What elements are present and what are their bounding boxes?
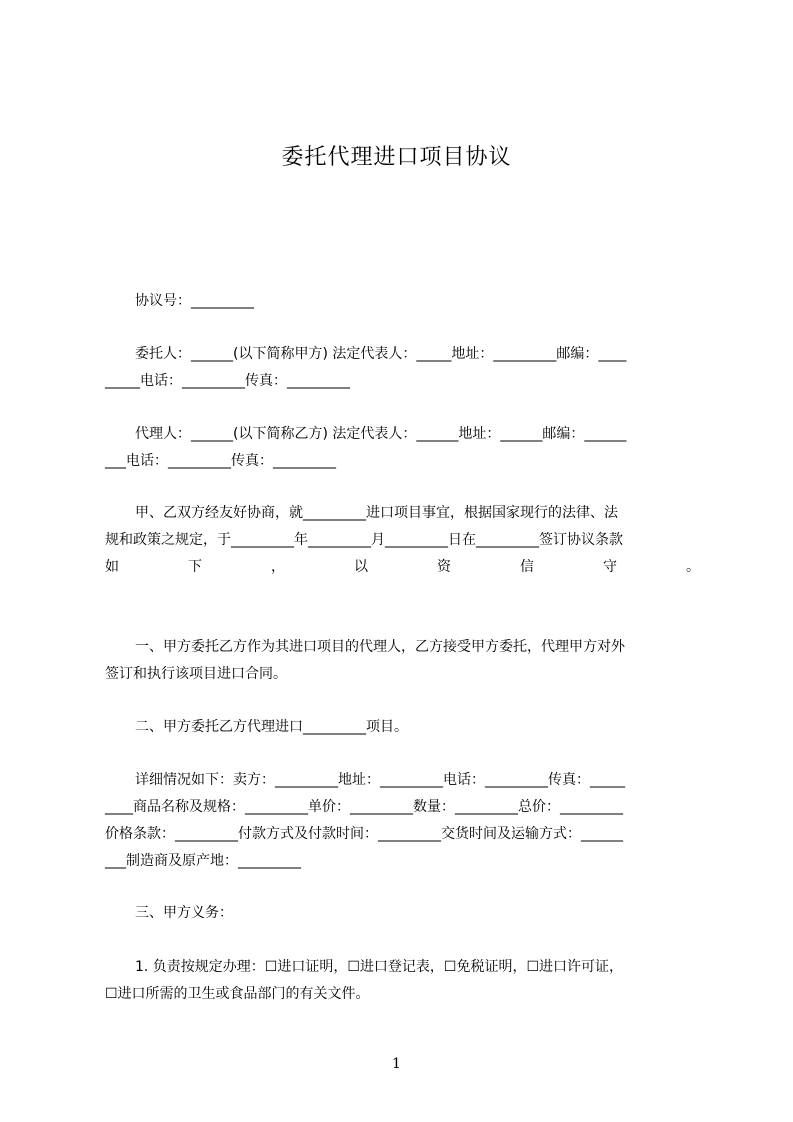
- clause-1-line-2: 签订和执行该项目进口合同。: [105, 666, 287, 682]
- clause-3: [105, 900, 700, 927]
- details-line-2: ____商品名称及规格：_________单价：_________数量：_________总价：_________: [105, 799, 623, 815]
- preamble-char: 资: [437, 559, 451, 575]
- preamble-char: 信: [520, 559, 534, 575]
- preamble-char: 以: [354, 559, 368, 575]
- clause-1: [105, 634, 700, 688]
- preamble-char: 如: [105, 559, 119, 575]
- agreement-number: [105, 288, 700, 315]
- preamble-char: ，: [271, 559, 285, 575]
- item-1-line-2: ☐进口所需的卫生或食品部门的有关文件。: [105, 986, 370, 1002]
- preamble-line-1: 甲、乙双方经友好协商，就_________进口项目事宜，根据国家现行的法律、法: [135, 505, 618, 521]
- client-line-1: 委托人：______(以下简称甲方) 法定代表人：_____地址：_________邮编：____: [135, 346, 627, 362]
- item-1-line-1: 1. 负责按规定办理：☐进口证明，☐进口登记表，☐免税证明，☐进口许可证，: [135, 959, 624, 975]
- preamble-line-2: 规和政策之规定，于_________年_________月_________日在_________签订协议条款: [105, 532, 623, 548]
- agreement-number-line: 协议号：_________: [135, 293, 254, 309]
- agent-line-2: ___电话：_________传真：_________: [105, 453, 336, 469]
- details-paragraph: [105, 767, 700, 875]
- page-number: 1: [392, 1056, 401, 1072]
- details-line-3: 价格条款：_________付款方式及付款时间：_________交货时间及运输方式：______: [105, 826, 623, 842]
- document-title: 委托代理进口项目协议: [281, 145, 512, 170]
- clause-1-line-1: 一、甲方委托乙方作为其进口项目的代理人，乙方接受甲方委托，代理甲方对外: [135, 639, 625, 655]
- clause-3-line: 三、甲方义务：: [135, 905, 233, 921]
- item-1: [105, 954, 700, 1008]
- agent-line-1: 代理人：______(以下简称乙方) 法定代表人：______地址：______邮编：______: [135, 426, 627, 442]
- preamble-char: 。: [686, 559, 700, 575]
- preamble-char: 守: [603, 559, 617, 575]
- clause-2: [105, 714, 700, 741]
- client-paragraph: [105, 341, 700, 395]
- preamble-char: 下: [188, 559, 202, 575]
- client-line-2: _____电话：_________传真：_________: [105, 373, 350, 389]
- details-line-1: 详细情况如下：卖方：_________地址：_________电话：_________传真：_____: [135, 772, 625, 788]
- preamble-line-3: [105, 554, 700, 581]
- agent-paragraph: [105, 421, 700, 475]
- details-line-4: ___制造商及原产地：_________: [105, 853, 301, 869]
- preamble-paragraph: [105, 500, 700, 581]
- clause-2-line: 二、甲方委托乙方代理进口_________项目。: [135, 719, 408, 735]
